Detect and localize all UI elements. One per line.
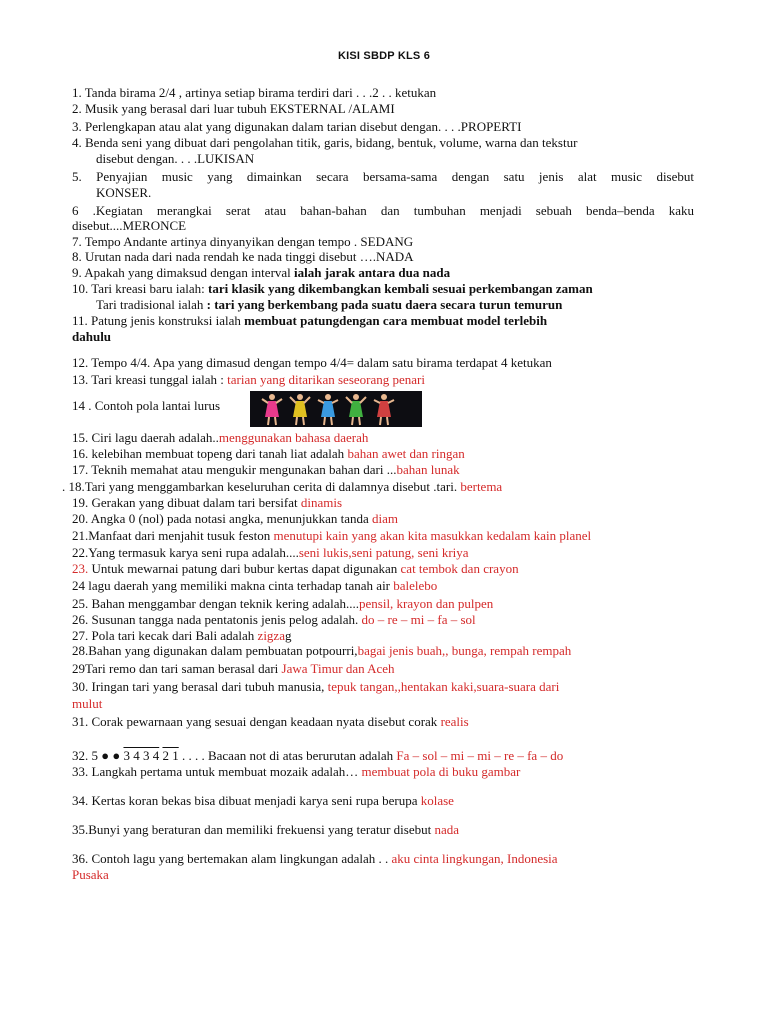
question-20-text: 20. Angka 0 (nol) pada notasi angka, menunjukkan tanda	[72, 511, 373, 526]
question-31	[72, 714, 694, 730]
question-32-text: 32. 5 ● ●	[72, 748, 124, 763]
question-9-text: 9. Apakah yang dimaksud dengan interval	[72, 265, 295, 280]
question-17	[72, 462, 694, 478]
question-34-text: 34. Kertas koran bekas bisa dibuat menjadi karya seni rupa berupa	[72, 793, 421, 808]
question-10b-answer: : tari yang berkembang pada suatu daera secara turun temurun	[206, 297, 563, 312]
question-20	[72, 511, 694, 527]
dancer-3	[318, 394, 338, 425]
question-29-answer: Jawa Timur dan Aceh	[281, 661, 395, 676]
question-22-answer: seni lukis,seni patung, seni kriya	[298, 545, 469, 560]
question-11	[72, 313, 694, 329]
question-9-answer: ialah jarak antara dua nada	[294, 265, 451, 280]
question-34	[72, 793, 694, 809]
question-3: 3. Perlengkapan atau alat yang digunakan dalam tarian disebut dengan. . . .PROPERTI	[72, 119, 522, 134]
question-32-notes-1: 3 4 3 4	[123, 748, 160, 763]
question-15	[72, 430, 694, 446]
question-36-text: 36. Contoh lagu yang bertemakan alam lingkungan adalah . .	[72, 851, 392, 866]
question-15-text: 15. Ciri lagu daerah adalah..	[72, 430, 219, 445]
question-28-text: 28.Bahan yang digunakan dalam pembuatan potpourri,	[72, 643, 358, 658]
question-17-text: 17. Teknih memahat atau mengukir mengunakan bahan dari ...	[72, 462, 397, 477]
question-10-text: 10. Tari kreasi baru ialah:	[72, 281, 209, 296]
question-16-answer: bahan awet dan ringan	[347, 446, 465, 461]
question-16-text: 16. kelebihan membuat topeng dari tanah liat adalah	[72, 446, 348, 461]
question-11-answer: membuat patungdengan cara membuat model terlebih	[244, 313, 548, 328]
question-23	[72, 561, 694, 577]
question-18	[62, 479, 684, 495]
question-24-answer: balelebo	[393, 578, 438, 593]
question-13-text: 13. Tari kreasi tunggal ialah :	[72, 372, 228, 387]
question-13	[72, 372, 694, 388]
question-17-answer: bahan lunak	[396, 462, 460, 477]
question-5: 5. Penyajian music yang dimainkan secara bersama-sama dengan satu jenis alat music disebut	[72, 169, 694, 184]
question-5-cont: KONSER.	[96, 185, 152, 200]
question-4-cont: disebut dengan. . . .LUKISAN	[96, 151, 255, 166]
question-7: 7. Tempo Andante artinya dinyanyikan dengan tempo . SEDANG	[72, 234, 414, 249]
question-31-answer: realis	[440, 714, 469, 729]
question-32-notes-2: 2 1	[162, 748, 179, 763]
question-36-answer: aku cinta lingkungan, Indonesia	[391, 851, 558, 866]
question-19	[72, 495, 694, 511]
question-34-answer: kolase	[420, 793, 454, 808]
question-19-text: 19. Gerakan yang dibuat dalam tari bersifat	[72, 495, 301, 510]
question-6-cont: disebut....MERONCE	[72, 218, 187, 233]
question-21-answer: menutupi kain yang akan kita masukkan kedalam kain planel	[273, 528, 592, 543]
dancer-5	[374, 394, 394, 425]
question-33-text: 33. Langkah pertama untuk membuat mozaik adalah…	[72, 764, 362, 779]
page-title: KISI SBDP KLS 6	[337, 50, 431, 62]
question-28	[72, 643, 694, 659]
question-27-text: 27. Pola tari kecak dari Bali adalah	[72, 628, 258, 643]
question-35	[72, 822, 694, 838]
question-11-cont: dahulu	[72, 329, 112, 344]
question-18-text: . 18.Tari yang menggambarkan keseluruhan cerita di dalamnya disebut .tari.	[62, 479, 461, 494]
question-10-answer: tari klasik yang dikembangkan kembali sesuai perkembangan zaman	[208, 281, 593, 296]
question-36	[72, 851, 694, 867]
question-4: 4. Benda seni yang dibuat dari pengolahan titik, garis, bidang, bentuk, volume, warna dan tekstur	[72, 135, 578, 150]
question-18-answer: bertema	[460, 479, 503, 494]
question-6: 6 .Kegiatan merangkai serat atau bahan-bahan dan tumbuhan menjadi sebuah benda–benda kaku	[72, 203, 694, 218]
question-24	[72, 578, 694, 594]
question-29	[72, 661, 694, 677]
question-21-text: 21.Manfaat dari menjahit tusuk feston	[72, 528, 274, 543]
question-9	[72, 265, 694, 281]
question-2: 2. Musik yang berasal dari luar tubuh EKSTERNAL /ALAMI	[72, 101, 395, 116]
question-22	[72, 545, 694, 561]
question-10b-text: Tari tradisional ialah	[96, 297, 207, 312]
question-22-text: 22.Yang termasuk karya seni rupa adalah....	[72, 545, 299, 560]
question-20-answer: diam	[372, 511, 399, 526]
question-33	[72, 764, 694, 780]
question-32-text-2: . . . . Bacaan not di atas berurutan adalah	[178, 748, 397, 763]
question-16	[72, 446, 694, 462]
question-30-answer: tepuk tangan,,hentakan kaki,suara-suara dari	[327, 679, 560, 694]
question-23-text: Untuk mewarnai patung dari bubur kertas dapat digunakan	[88, 561, 401, 576]
question-29-text: 29Tari remo dan tari saman berasal dari	[72, 661, 282, 676]
question-25-answer: pensil, krayon dan pulpen	[359, 596, 494, 611]
question-19-answer: dinamis	[300, 495, 343, 510]
question-13-answer: tarian yang ditarikan seseorang penari	[227, 372, 425, 387]
question-1: 1. Tanda birama 2/4 , artinya setiap birama terdiri dari . . .2 . . ketukan	[72, 85, 437, 100]
question-23-answer: cat tembok dan crayon	[400, 561, 519, 576]
question-36-cont: Pusaka	[72, 867, 109, 882]
question-25	[72, 596, 694, 612]
dancers-illustration	[250, 391, 422, 427]
question-26-answer: do – re – mi – fa – sol	[361, 612, 476, 627]
question-27	[72, 628, 694, 644]
dancer-1	[262, 394, 282, 425]
question-35-answer: nada	[434, 822, 460, 837]
question-25-text: 25. Bahan menggambar dengan teknik kering adalah....	[72, 596, 359, 611]
question-8: 8. Urutan nada dari nada rendah ke nada tinggi disebut ….NADA	[72, 249, 414, 264]
question-30-text: 30. Iringan tari yang berasal dari tubuh manusia,	[72, 679, 328, 694]
question-30	[72, 679, 694, 695]
question-21	[72, 528, 694, 544]
question-10-cont	[96, 297, 694, 313]
question-35-text: 35.Bunyi yang beraturan dan memiliki frekuensi yang teratur disebut	[72, 822, 435, 837]
question-24-text: 24 lagu daerah yang memiliki makna cinta terhadap tanah air	[72, 578, 394, 593]
question-32-answer: Fa – sol – mi – mi – re – fa – do	[396, 748, 564, 763]
dancer-2	[290, 394, 310, 425]
question-30-cont: mulut	[72, 696, 103, 711]
question-10	[72, 281, 694, 297]
question-26	[72, 612, 694, 628]
question-26-text: 26. Susunan tangga nada pentatonis jenis pelog adalah.	[72, 612, 362, 627]
question-32	[72, 748, 694, 764]
question-28-answer: bagai jenis buah,, bunga, rempah rempah	[357, 643, 572, 658]
dancer-4	[346, 394, 366, 425]
question-14: 14 . Contoh pola lantai lurus	[72, 398, 221, 413]
dancers-image	[250, 391, 422, 427]
question-12: 12. Tempo 4/4. Apa yang dimasud dengan tempo 4/4= dalam satu birama terdapat 4 ketukan	[72, 355, 552, 370]
question-33-answer: membuat pola di buku gambar	[361, 764, 521, 779]
question-31-text: 31. Corak pewarnaan yang sesuai dengan keadaan nyata disebut corak	[72, 714, 441, 729]
question-27-answer: zigza	[257, 628, 285, 643]
question-15-answer: menggunakan bahasa daerah	[218, 430, 369, 445]
question-27-tail: g	[284, 628, 292, 643]
question-11-text: 11. Patung jenis konstruksi ialah	[72, 313, 245, 328]
question-23-number: 23.	[72, 561, 89, 576]
